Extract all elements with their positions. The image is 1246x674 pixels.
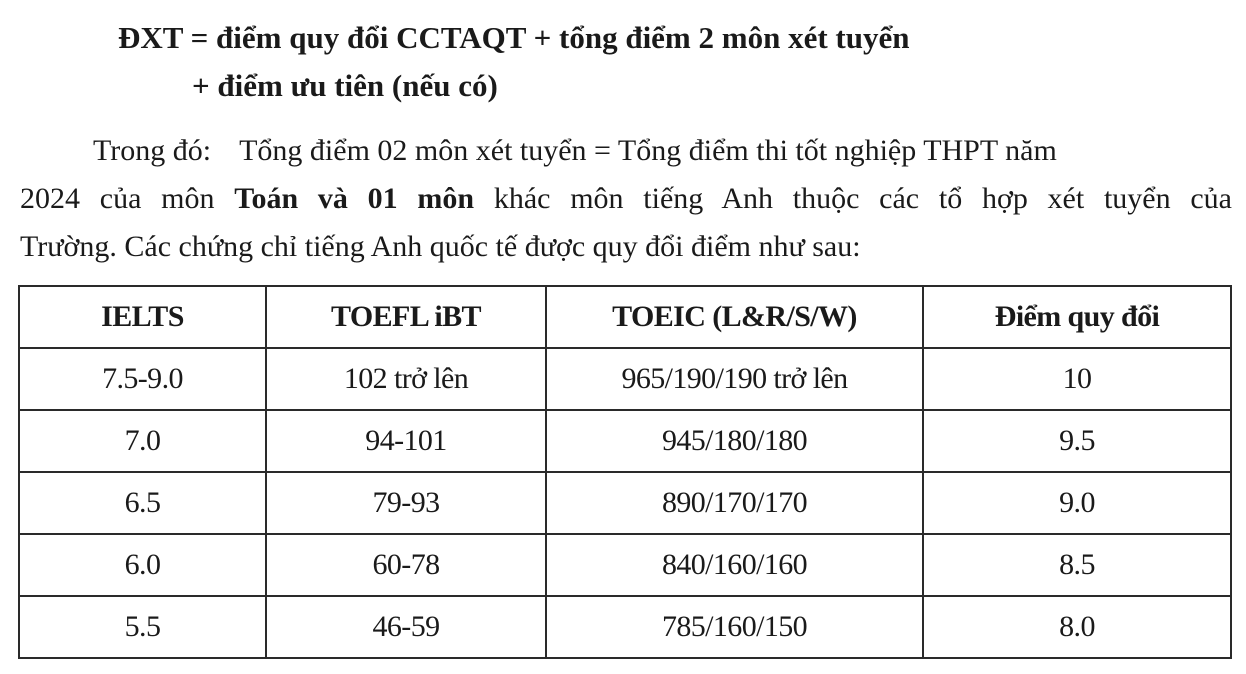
header-ielts: IELTS <box>19 286 266 348</box>
paragraph-line-2 <box>20 184 1232 214</box>
table-row <box>19 348 1231 410</box>
paragraph-line-2-start: 2024 của môn <box>20 182 235 215</box>
paragraph-line-3: Trường. Các chứng chỉ tiếng Anh quốc tế được quy đổi điểm như sau: <box>20 230 861 263</box>
cell-toeic: 945/180/180 <box>546 410 923 472</box>
cell-toeic: 785/160/150 <box>546 596 923 658</box>
conversion-table <box>18 285 1232 659</box>
header-toefl: TOEFL iBT <box>266 286 546 348</box>
cell-score: 9.5 <box>923 410 1231 472</box>
table-row <box>19 534 1231 596</box>
cell-ielts: 7.5-9.0 <box>19 348 266 410</box>
table-row <box>19 410 1231 472</box>
cell-toefl: 94-101 <box>266 410 546 472</box>
table-row <box>19 472 1231 534</box>
paragraph-line-2-end: khác môn tiếng Anh thuộc các tổ hợp xét tuyển của <box>474 182 1232 215</box>
cell-toeic: 965/190/190 trở lên <box>546 348 923 410</box>
cell-toeic: 890/170/170 <box>546 472 923 534</box>
cell-toefl: 102 trở lên <box>266 348 546 410</box>
cell-score: 9.0 <box>923 472 1231 534</box>
cell-score: 8.0 <box>923 596 1231 658</box>
cell-ielts: 5.5 <box>19 596 266 658</box>
cell-ielts: 6.0 <box>19 534 266 596</box>
paragraph-line-1-text: Tổng điểm 02 môn xét tuyển = Tổng điểm thi tốt nghiệp THPT năm <box>239 134 1057 167</box>
cell-toefl: 46-59 <box>266 596 546 658</box>
table-row <box>19 596 1231 658</box>
paragraph-line-2-bold: Toán và 01 môn <box>234 182 475 215</box>
cell-ielts: 6.5 <box>19 472 266 534</box>
cell-toefl: 79-93 <box>266 472 546 534</box>
cell-ielts: 7.0 <box>19 410 266 472</box>
cell-score: 8.5 <box>923 534 1231 596</box>
header-converted-score: Điểm quy đổi <box>923 286 1231 348</box>
cell-score: 10 <box>923 348 1231 410</box>
paragraph-label: Trong đó: <box>93 134 212 167</box>
cell-toeic: 840/160/160 <box>546 534 923 596</box>
table-header-row <box>19 286 1231 348</box>
formula-line-1: ĐXT = điểm quy đổi CCTAQT + tổng điểm 2 môn xét tuyển <box>118 20 910 55</box>
formula-line-2: + điểm ưu tiên (nếu có) <box>192 68 498 103</box>
paragraph-line-1 <box>20 136 1232 166</box>
cell-toefl: 60-78 <box>266 534 546 596</box>
header-toeic: TOEIC (L&R/S/W) <box>546 286 923 348</box>
